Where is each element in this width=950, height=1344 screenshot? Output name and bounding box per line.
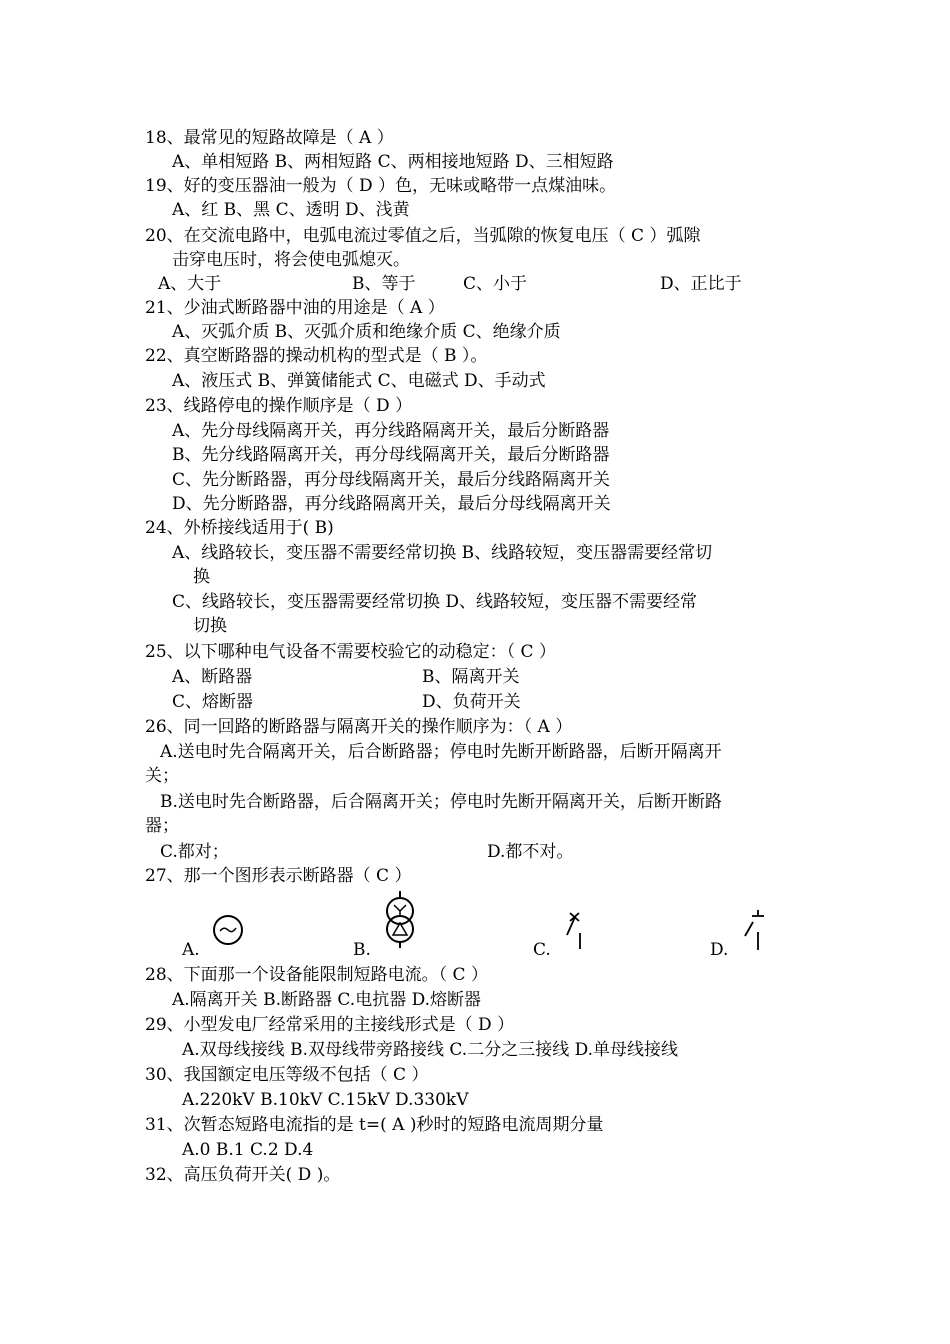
- question-26-option-a: A.送电时先合隔离开关，后合断路器；停电时先断开断路器，后断开隔离开: [160, 742, 722, 762]
- question-21-options: A、灭弧介质 B、灭弧介质和绝缘介质 C、绝缘介质: [172, 322, 561, 342]
- question-25: 25、以下哪种电气设备不需要校验它的动稳定：（ C ）: [145, 642, 556, 662]
- q25-option-a: A、断路器: [172, 667, 253, 687]
- q26-option-c: C.都对；: [160, 842, 229, 862]
- question-31: 31、次暂态短路电流指的是 t=( A )秒时的短路电流周期分量: [145, 1115, 604, 1135]
- question-19-options: A、红 B、黑 C、透明 D、浅黄: [172, 200, 410, 220]
- question-28-options: A.隔离开关 B.断路器 C.电抗器 D.熔断器: [172, 990, 482, 1010]
- question-26: 26、同一回路的断路器与隔离开关的操作顺序为：（ A ）: [145, 717, 573, 737]
- question-28: 28、下面那一个设备能限制短路电流。（ C ）: [145, 965, 488, 985]
- question-24-options-cd: C、线路较长，变压器需要经常切换 D、线路较短，变压器不需要经常: [172, 592, 698, 612]
- question-20: 20、在交流电路中，电弧电流过零值之后，当弧隙的恢复电压（ C ）弧隙: [145, 226, 701, 246]
- circle-symbol-icon: [208, 912, 248, 948]
- q27-option-b: B.: [353, 940, 371, 960]
- question-21: 21、少油式断路器中油的用途是（ A ）: [145, 298, 445, 318]
- question-29-options: A.双母线接线 B.双母线带旁路接线 C.二分之三接线 D.单母线接线: [182, 1040, 679, 1060]
- question-24-options-ab-wrap: 换: [193, 567, 210, 587]
- breaker-symbol-icon: [562, 903, 592, 951]
- question-22: 22、真空断路器的操动机构的型式是（ B ）。: [145, 346, 488, 366]
- question-26-option-a-wrap: 关；: [145, 766, 179, 786]
- q20-option-c: C、小于: [463, 274, 528, 294]
- question-19: 19、好的变压器油一般为（ D ）色，无味或略带一点煤油味。: [145, 176, 617, 196]
- question-30: 30、我国额定电压等级不包括（ C ）: [145, 1065, 429, 1085]
- question-18: 18、最常见的短路故障是（ A ）: [145, 128, 394, 148]
- question-23-option-b: B、先分线路隔离开关，再分母线隔离开关，最后分断路器: [172, 445, 610, 465]
- question-20-continued: 击穿电压时，将会使电弧熄灭。: [172, 250, 410, 270]
- q20-option-a: A、大于: [158, 274, 222, 294]
- q25-option-b: B、隔离开关: [422, 667, 520, 687]
- question-23: 23、线路停电的操作顺序是（ D ）: [145, 396, 413, 416]
- question-26-option-b-wrap: 器；: [145, 816, 179, 836]
- q27-option-d: D.: [710, 940, 729, 960]
- q20-option-d: D、正比于: [660, 274, 742, 294]
- question-31-options: A.0 B.1 C.2 D.4: [182, 1140, 314, 1160]
- question-24-options-cd-wrap: 切换: [193, 616, 227, 636]
- question-32: 32、高压负荷开关( D )。: [145, 1165, 341, 1185]
- load-switch-symbol-icon: [740, 908, 770, 952]
- q20-option-b: B、等于: [352, 274, 416, 294]
- question-23-option-c: C、先分断路器，再分母线隔离开关，最后分线路隔离开关: [172, 470, 611, 490]
- question-27: 27、那一个图形表示断路器（ C ）: [145, 866, 412, 886]
- q27-option-c: C.: [533, 940, 551, 960]
- question-18-options: A、单相短路 B、两相短路 C、两相接地短路 D、三相短路: [172, 152, 614, 172]
- question-26-option-b: B.送电时先合断路器，后合隔离开关；停电时先断开隔离开关，后断开断路: [160, 792, 722, 812]
- question-23-option-d: D、先分断路器，再分线路隔离开关，最后分母线隔离开关: [172, 494, 611, 514]
- question-24: 24、外桥接线适用于( B): [145, 518, 334, 538]
- question-22-options: A、液压式 B、弹簧储能式 C、电磁式 D、手动式: [172, 371, 546, 391]
- transformer-symbol-icon: [382, 891, 418, 949]
- q25-option-d: D、负荷开关: [422, 692, 521, 712]
- q26-option-d: D.都不对。: [487, 842, 574, 862]
- question-29: 29、小型发电厂经常采用的主接线形式是（ D ）: [145, 1015, 515, 1035]
- q27-option-a: A.: [182, 940, 200, 960]
- question-23-option-a: A、先分母线隔离开关，再分线路隔离开关，最后分断路器: [172, 421, 610, 441]
- question-24-options-ab: A、线路较长，变压器不需要经常切换 B、线路较短，变压器需要经常切: [172, 543, 713, 563]
- question-30-options: A.220kV B.10kV C.15kV D.330kV: [182, 1090, 469, 1110]
- q25-option-c: C、熔断器: [172, 692, 254, 712]
